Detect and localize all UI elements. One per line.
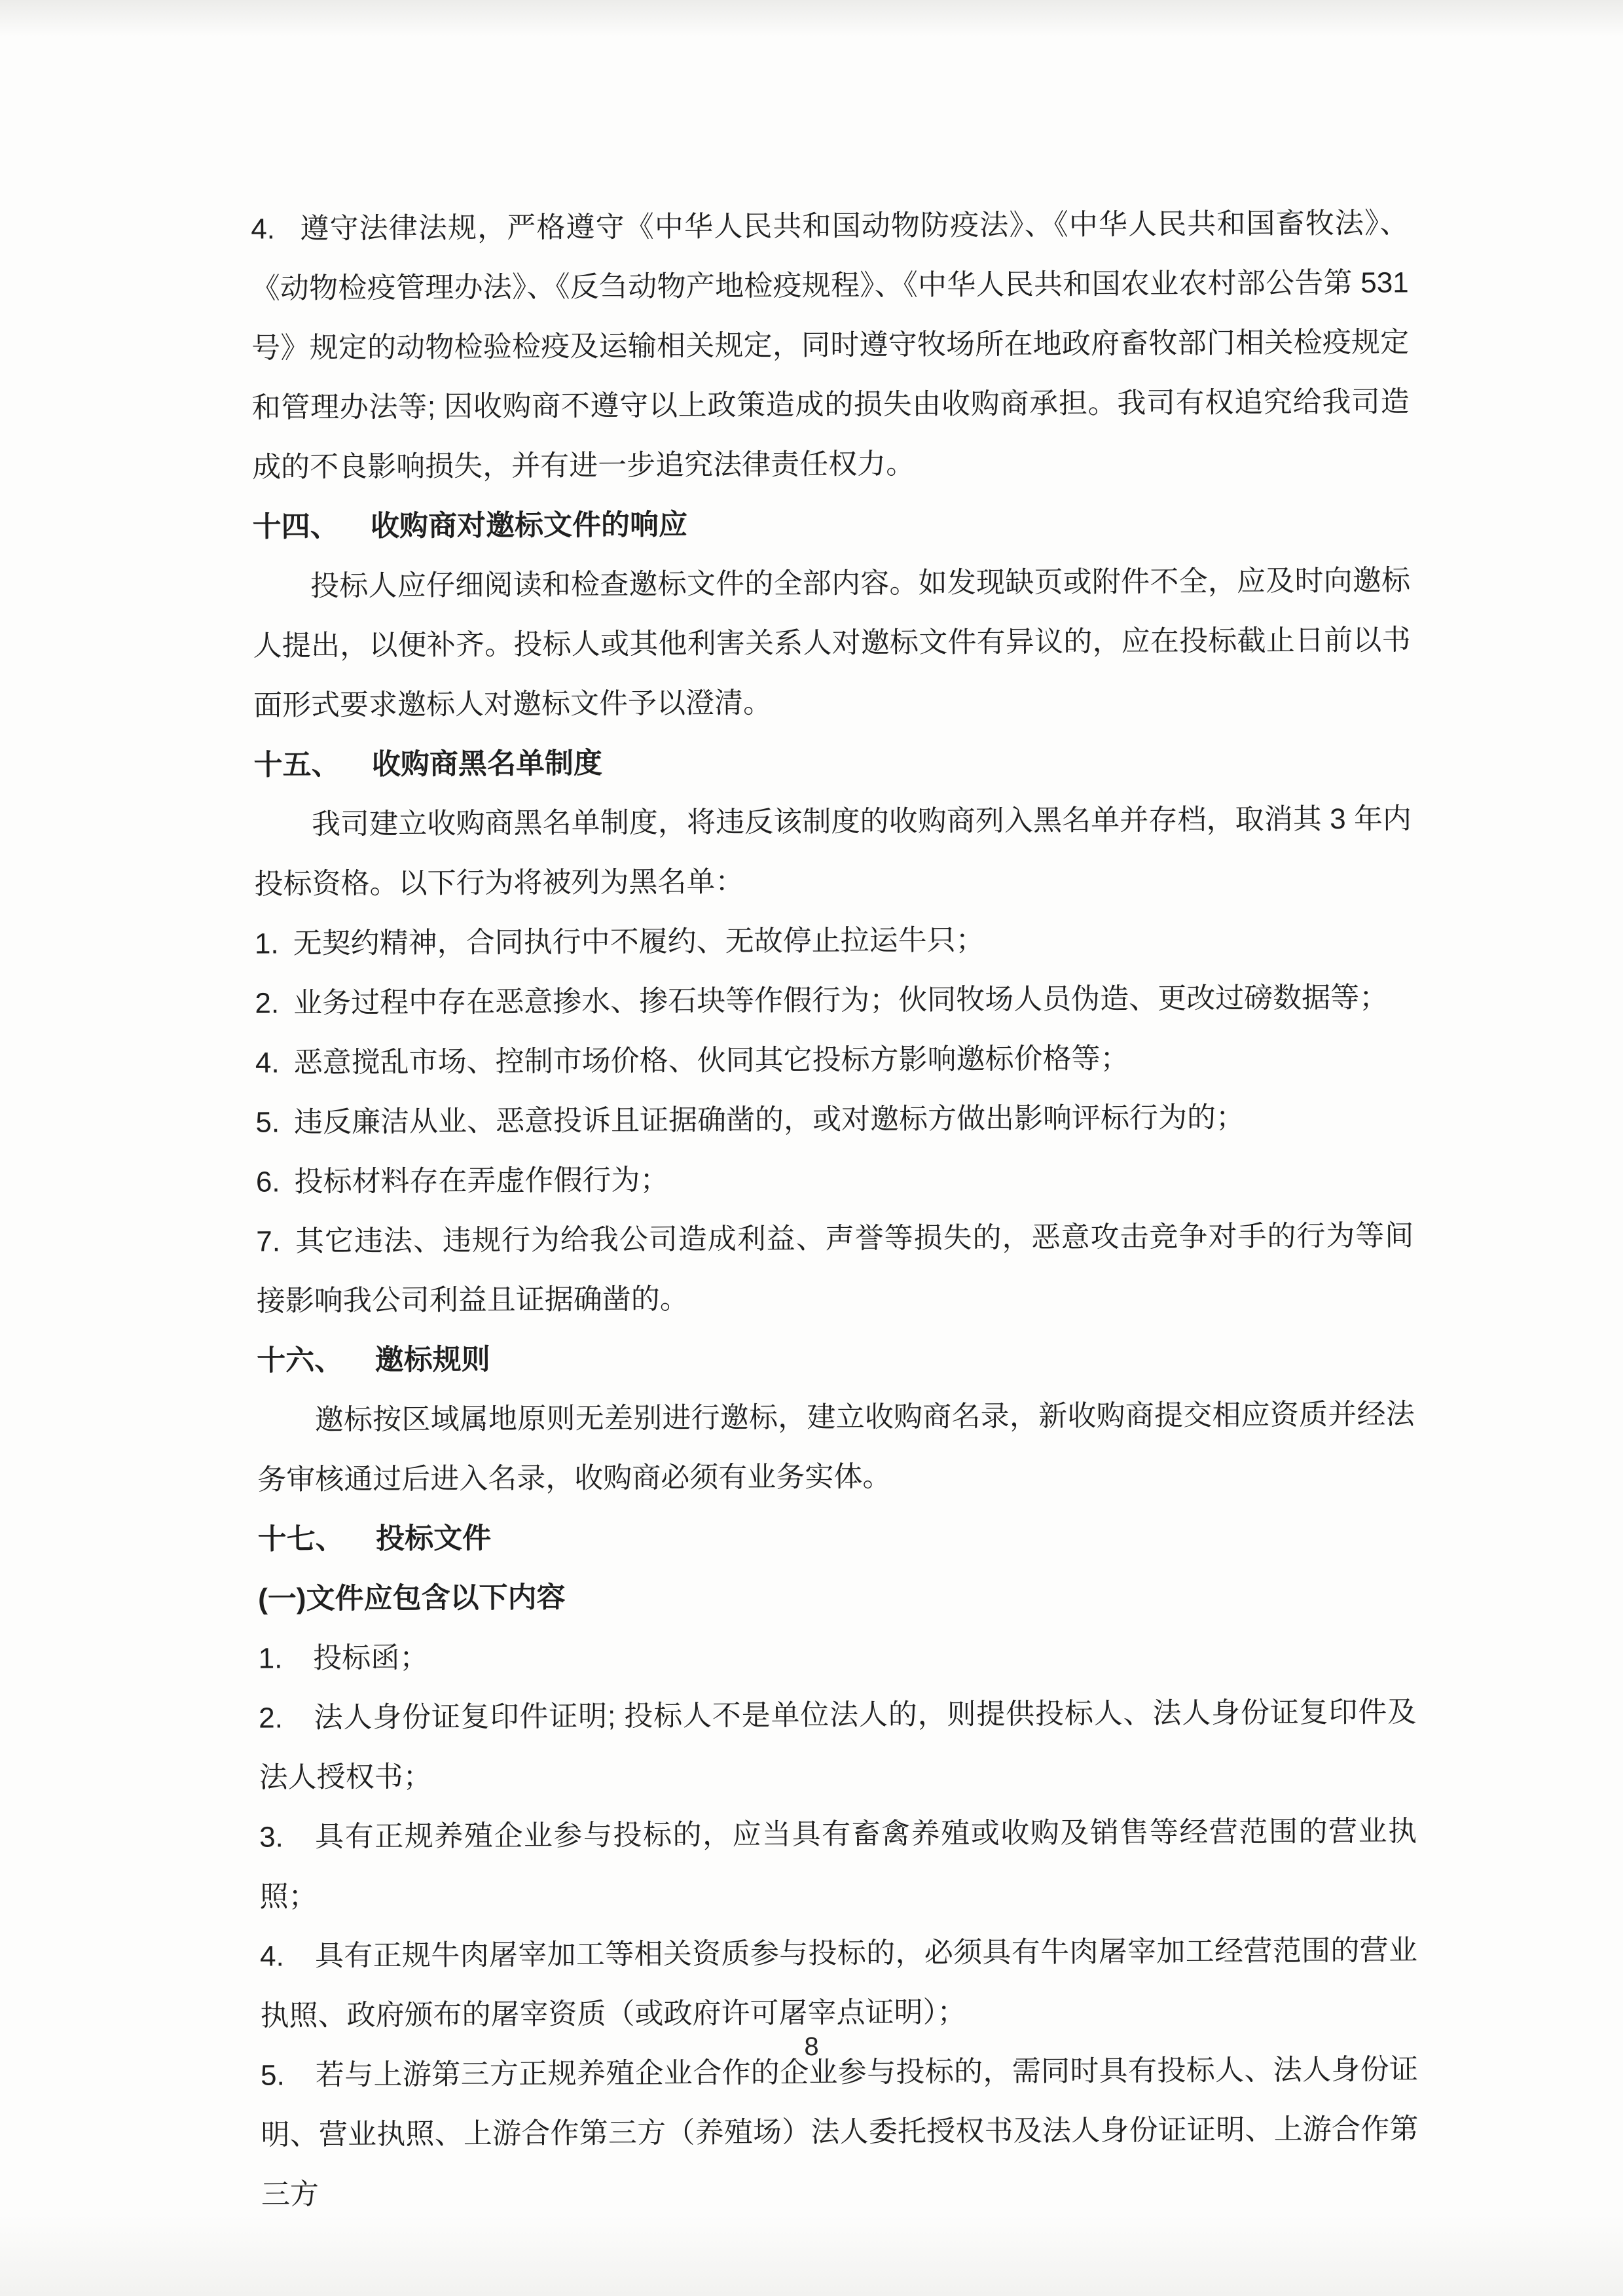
heading-title: 收购商黑名单制度 (371, 747, 603, 781)
item-number: 2. (259, 1702, 283, 1734)
continued-paragraph (251, 193, 1410, 497)
paragraph-text: 投标人应仔细阅读和检查邀标文件的全部内容。如发现缺页或附件不全，应及时向邀标人提出，以便补齐。投标人或其他利害关系人对邀标文件有异议的，应在投标截止日前以书面形式要求邀标人对邀标文件予以澄清。 (253, 564, 1411, 722)
item-number: 6. (255, 1166, 280, 1198)
item-number: 1. (258, 1642, 283, 1675)
page-content (251, 193, 1419, 2224)
heading-title: 收购商对邀标文件的响应 (370, 509, 688, 543)
item-text: 具有正规牛肉屠宰加工等相关资质参与投标的，必须具有牛肉屠宰加工经营范围的营业执照、政府颁布的屠宰资质（或政府许可屠宰点证明）； (260, 1934, 1418, 2032)
heading-title: 投标文件 (375, 1522, 492, 1555)
item-text: 无契约精神，合同执行中不履约、无故停止拉运牛只； (293, 924, 985, 960)
list-item (260, 1920, 1418, 2045)
item-number: 3. (259, 1821, 283, 1854)
list-item (261, 2039, 1419, 2224)
page-number-text: 8 (804, 2032, 819, 2061)
item-number: 2. (255, 987, 280, 1020)
item-text: 若与上游第三方正规养殖企业合作的企业参与投标的，需同时具有投标人、法人身份证明、营业执照、上游合作第三方（养殖场）法人委托授权书及法人身份证证明、上游合作第三方 (261, 2053, 1419, 2211)
heading-title: 邀标规则 (374, 1343, 490, 1376)
paragraph (254, 789, 1412, 914)
item-number: 5. (260, 2059, 285, 2092)
list-item (259, 1682, 1417, 1807)
item-text: 投标函； (313, 1641, 429, 1675)
list-item (255, 967, 1412, 1033)
heading-number: 十五、 (253, 748, 340, 781)
section-heading-17 (257, 1503, 1415, 1569)
item-number: 1. (254, 927, 279, 960)
sub-heading-text: (一)文件应包含以下内容 (258, 1581, 566, 1615)
item-text: 具有正规养殖企业参与投标的，应当具有畜禽养殖或收购及销售等经营范围的营业执照； (259, 1815, 1417, 1913)
item-number: 5. (255, 1106, 280, 1139)
list-item (256, 1146, 1413, 1211)
section-heading-15 (253, 729, 1411, 795)
list-item (255, 1086, 1413, 1152)
section-heading-16 (257, 1325, 1414, 1390)
heading-number: 十七、 (257, 1522, 344, 1556)
list-item (258, 1623, 1415, 1688)
item-number: 4. (255, 1047, 280, 1079)
item-number: 4. (259, 1940, 284, 1973)
item-text: 业务过程中存在恶意掺水、掺石块等作假行为；伙同牧场人员伪造、更改过磅数据等； (293, 981, 1389, 1020)
item-text: 法人身份证复印件证明; 投标人不是单位法人的，则提供投标人、法人身份证复印件及法人授权书； (259, 1696, 1417, 1794)
list-item (259, 1801, 1417, 1926)
section-heading-14 (252, 491, 1410, 556)
heading-number: 十六、 (257, 1344, 344, 1377)
list-item (255, 1027, 1413, 1092)
heading-number: 十四、 (252, 510, 339, 543)
paragraph-text: 我司建立收购商黑名单制度，将违反该制度的收购商列入黑名单并存档，取消其 3 年内投标资格。以下行为将被列为黑名单： (254, 802, 1412, 901)
list-item (256, 1206, 1414, 1331)
sub-heading (258, 1563, 1415, 1628)
item-text: 投标材料存在弄虚作假行为； (294, 1164, 669, 1198)
item-number: 7. (256, 1225, 281, 1258)
item-text: 违反廉洁从业、恶意投诉且证据确凿的，或对邀标方做出影响评标行为的； (293, 1101, 1245, 1139)
item-number: 4. (251, 213, 276, 245)
page-number (0, 2032, 1623, 2062)
paragraph-text: 邀标按区域属地原则无差别进行邀标，建立收购商名录，新收购商提交相应资质并经法务审核通过后进入名录，收购商必须有业务实体。 (257, 1398, 1415, 1496)
item-text: 恶意搅乱市场、控制市场价格、伙同其它投标方影响邀标价格等； (293, 1042, 1129, 1079)
item-text: 其它违法、违规行为给我公司造成利益、声誉等损失的，恶意攻击竞争对手的行为等间接影响我公司利益且证据确凿的。 (256, 1219, 1414, 1318)
paragraph (257, 1384, 1415, 1509)
list-item (255, 908, 1412, 973)
item-text: 遵守法律法规，严格遵守《中华人民共和国动物防疫法》、《中华人民共和国畜牧法》、《动物检疫管理办法》、《反刍动物产地检疫规程》、《中华人民共和国农业农村部公告第 531 号》规定的动物检验检疫及运输相关规定，同时遵守牧场所在地政府畜牧部门相关检疫规定和管理办法等; 因收购商不遵守以上政策造成的损失由收购商承担。我司有权追究给我司造成的不良影响损失，并有进一步追究法律责任权力。 (251, 207, 1410, 484)
paragraph (253, 550, 1411, 735)
